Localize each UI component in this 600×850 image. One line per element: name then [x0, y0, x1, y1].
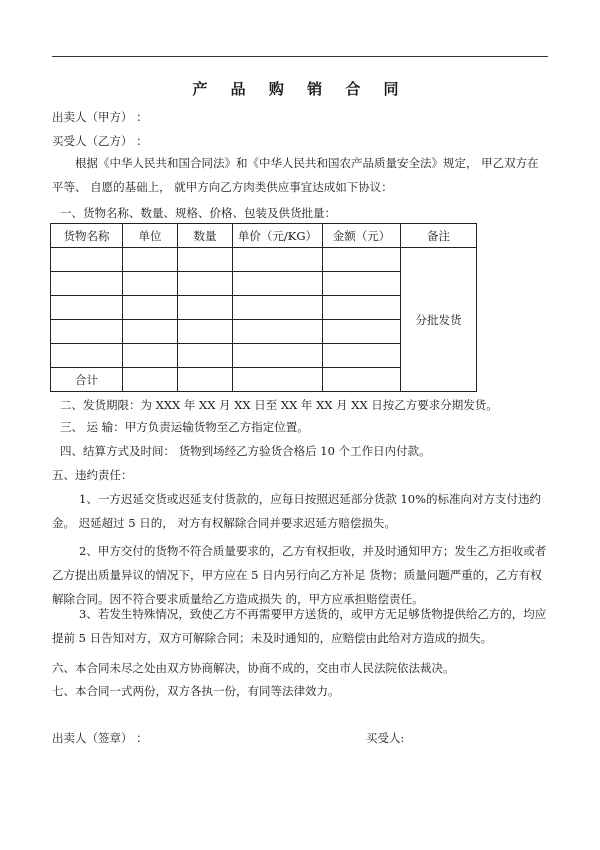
table-header-cell: 货物名称	[51, 224, 123, 248]
table-cell	[123, 248, 178, 272]
section-4-settlement: 四、结算方式及时间： 货物到场经乙方验货合格后 10 个工作日内付款。	[60, 444, 431, 458]
table-cell	[51, 344, 123, 368]
table-cell	[178, 368, 233, 392]
table-cell	[233, 248, 323, 272]
table-cell	[323, 344, 401, 368]
table-cell	[178, 344, 233, 368]
table-header-cell: 数量	[178, 224, 233, 248]
remark-cell: 分批发货	[401, 248, 477, 392]
table-cell	[123, 368, 178, 392]
top-rule	[52, 56, 548, 57]
table-cell	[178, 296, 233, 320]
section-1-heading: 一、货物名称、数量、规格、价格、包装及供货批量：	[60, 206, 336, 220]
table-header-cell: 金额（元）	[323, 224, 401, 248]
section-6-dispute: 六、本合同未尽之处由双方协商解决，协商不成的，交由市人民法院依法裁决。	[52, 661, 455, 675]
clause-3: 3、若发生特殊情况，致使乙方不再需要甲方送货的，或甲方无足够货物提供给乙方的，均应提前 5 日告知对方，双方可解除合同；未及时通知的，应赔偿由此给对方造成的损失。	[52, 607, 547, 645]
table-cell	[323, 296, 401, 320]
table-cell	[178, 320, 233, 344]
table-header-row	[51, 224, 477, 248]
table-cell	[123, 296, 178, 320]
goods-table	[50, 223, 477, 392]
table-cell	[51, 248, 123, 272]
table-cell	[233, 368, 323, 392]
table-cell	[323, 320, 401, 344]
table-cell	[178, 272, 233, 296]
buyer-line: 买受人（乙方） ：	[52, 134, 148, 148]
table-header-cell: 单位	[123, 224, 178, 248]
section-3-transport: 三、 运 输：甲方负责运输货物至乙方指定位置。	[60, 420, 309, 434]
table-cell	[178, 248, 233, 272]
section-2-delivery: 二、发货期限：为 XXX 年 XX 月 XX 日至 XX 年 XX 月 XX 日按乙方要求分期发货。	[60, 398, 498, 412]
table-cell	[233, 296, 323, 320]
total-label: 合计	[51, 368, 123, 392]
buyer-signature-label: 买受人:	[366, 731, 405, 745]
section-5-heading: 五、违约责任：	[52, 468, 133, 482]
clause-1: 1、一方迟延交货或迟延支付货款的，应每日按照迟延部分货款 10%的标准向对方支付违约金。 迟延超过 5 日的， 对方有权解除合同并要求迟延方赔偿损失。	[52, 492, 542, 530]
table-cell	[233, 272, 323, 296]
intro-paragraph: 根据《中华人民共和国合同法》和《中华人民共和国农产品质量安全法》规定， 甲乙双方在平等、 自愿的基础上， 就甲方向乙方肉类供应事宜达成如下协议：	[52, 156, 539, 194]
table-cell	[51, 272, 123, 296]
table-header-cell: 备注	[401, 224, 477, 248]
table-cell	[123, 344, 178, 368]
table-cell	[51, 320, 123, 344]
table-cell	[123, 272, 178, 296]
table-cell	[51, 296, 123, 320]
table-cell	[323, 248, 401, 272]
table-cell	[123, 320, 178, 344]
clause-2: 2、甲方交付的货物不符合质量要求的，乙方有权拒收，并及时通知甲方；发生乙方拒收或者乙方提出质量异议的情况下，甲方应在 5 日内另行向乙方补足 货物；质量问题严重的，乙方有权解除合同。因不符合要求质量给乙方造成损失 的，甲方应承担赔偿责任。	[52, 544, 547, 606]
section-7-copies: 七、本合同一式两份，双方各执一份，有同等法律效力。	[52, 684, 340, 698]
table-cell	[323, 272, 401, 296]
contract-title: 产 品 购 销 合 同	[192, 80, 408, 98]
table-cell	[233, 344, 323, 368]
table-row	[51, 248, 477, 272]
table-cell	[233, 320, 323, 344]
table-cell	[323, 368, 401, 392]
seller-signature-label: 出卖人（签章） ：	[52, 731, 148, 745]
table-header-cell: 单价（元/KG）	[233, 224, 323, 248]
seller-line: 出卖人（甲方） ：	[52, 110, 148, 124]
